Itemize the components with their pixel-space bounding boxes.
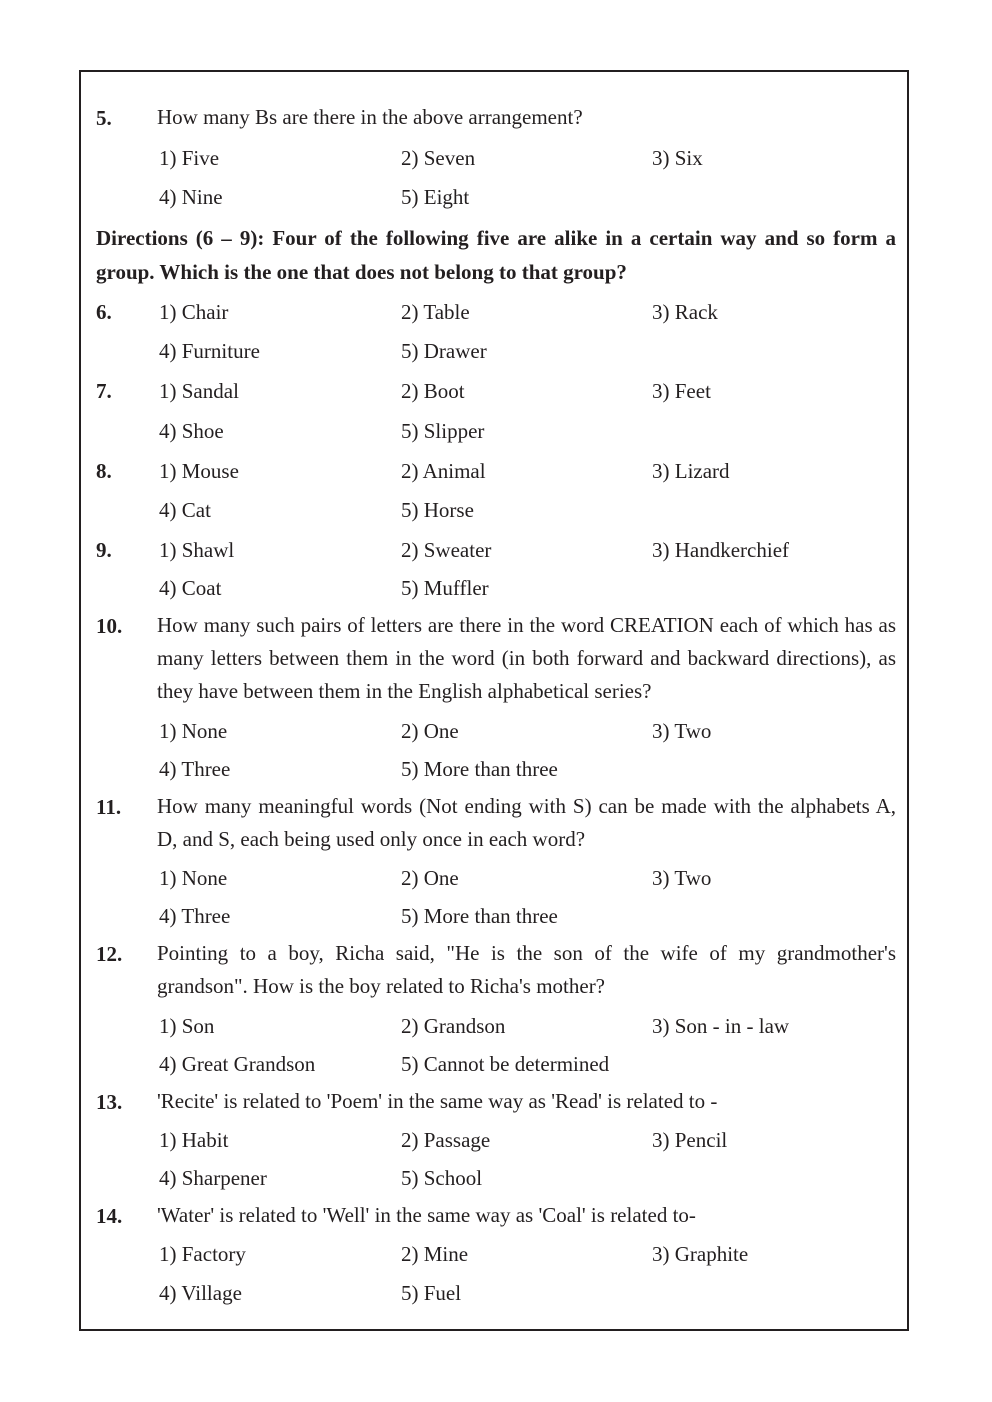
question-14-text: 'Water' is related to 'Well' in the same way as 'Coal' is related to- — [157, 1203, 696, 1227]
question-6-option-5: 5) Drawer — [401, 339, 487, 363]
question-9-option-3: 3) Handkerchief — [652, 538, 790, 562]
question-11-text: How many meaningful words (Not ending with S) can be made with the alphabets A, D, and S, each being used only once in each word? — [157, 794, 896, 851]
question-7-option-2: 2) Boot — [401, 379, 465, 403]
question-14-option-4: 4) Village — [159, 1281, 242, 1305]
question-12-option-3: 3) Son - in - law — [652, 1014, 790, 1038]
question-8-option-3: 3) Lizard — [652, 459, 730, 483]
question-7-option-1: 1) Sandal — [159, 379, 239, 403]
question-13-option-4: 4) Sharpener — [159, 1166, 267, 1190]
question-10-text: How many such pairs of letters are there in the word CREATION each of which has as many letters between them in the word (in both forward and backward directions), as they have between them in the English alphabetical series? — [157, 613, 896, 703]
question-5-option-4: 4) Nine — [159, 185, 223, 209]
question-14-option-3: 3) Graphite — [652, 1242, 749, 1266]
question-13-number: 13. — [96, 1090, 123, 1114]
question-6-option-3: 3) Rack — [652, 300, 718, 324]
question-9-option-4: 4) Coat — [159, 576, 222, 600]
question-11-option-2: 2) One — [401, 866, 459, 890]
question-13-option-5: 5) School — [401, 1166, 483, 1190]
question-8-option-2: 2) Animal — [401, 459, 486, 483]
question-13-option-2: 2) Passage — [401, 1128, 491, 1152]
question-7-option-3: 3) Feet — [652, 379, 711, 403]
question-5-option-5: 5) Eight — [401, 185, 470, 209]
question-10-number: 10. — [96, 614, 123, 638]
question-6-option-4: 4) Furniture — [159, 339, 260, 363]
question-10-option-1: 1) None — [159, 719, 228, 743]
question-7-number: 7. — [96, 379, 112, 403]
question-5-option-2: 2) Seven — [401, 146, 476, 170]
question-13-option-1: 1) Habit — [159, 1128, 229, 1152]
question-6-option-2: 2) Table — [401, 300, 470, 324]
question-11-option-5: 5) More than three — [401, 904, 558, 928]
question-8-option-5: 5) Horse — [401, 498, 474, 522]
question-11-option-4: 4) Three — [159, 904, 231, 928]
question-11-number: 11. — [96, 795, 122, 819]
question-9-option-1: 1) Shawl — [159, 538, 235, 562]
question-6-option-1: 1) Chair — [159, 300, 229, 324]
question-5-text: How many Bs are there in the above arrangement? — [157, 105, 583, 129]
question-5-option-3: 3) Six — [652, 146, 703, 170]
question-5-option-1: 1) Five — [159, 146, 220, 170]
question-11-option-1: 1) None — [159, 866, 228, 890]
question-9-option-2: 2) Sweater — [401, 538, 492, 562]
question-12-number: 12. — [96, 942, 123, 966]
question-13-text: 'Recite' is related to 'Poem' in the same way as 'Read' is related to - — [157, 1089, 718, 1113]
question-5-number: 5. — [96, 106, 112, 130]
question-7-option-4: 4) Shoe — [159, 419, 224, 443]
question-13-option-3: 3) Pencil — [652, 1128, 728, 1152]
question-8-number: 8. — [96, 459, 112, 483]
question-9-number: 9. — [96, 538, 112, 562]
question-12-text: Pointing to a boy, Richa said, "He is the son of the wife of my grandmother's grandson". How is the boy related to Richa's mother? — [157, 941, 896, 998]
question-14-option-2: 2) Mine — [401, 1242, 469, 1266]
question-10-option-2: 2) One — [401, 719, 459, 743]
question-12-option-2: 2) Grandson — [401, 1014, 506, 1038]
question-14-number: 14. — [96, 1204, 123, 1228]
question-7-option-5: 5) Slipper — [401, 419, 485, 443]
question-8-option-4: 4) Cat — [159, 498, 211, 522]
directions-6-9: Directions (6 – 9): Four of the following five are alike in a certain way and so form a group. Which is the one that does not belong to that group? — [96, 226, 896, 284]
question-14-option-5: 5) Fuel — [401, 1281, 462, 1305]
question-12-option-4: 4) Great Grandson — [159, 1052, 316, 1076]
question-8-option-1: 1) Mouse — [159, 459, 239, 483]
question-9-option-5: 5) Muffler — [401, 576, 489, 600]
question-10-option-3: 3) Two — [652, 719, 712, 743]
question-12-option-5: 5) Cannot be determined — [401, 1052, 610, 1076]
question-6-number: 6. — [96, 300, 112, 324]
question-10-option-5: 5) More than three — [401, 757, 558, 781]
question-11-option-3: 3) Two — [652, 866, 712, 890]
question-10-option-4: 4) Three — [159, 757, 231, 781]
question-14-option-1: 1) Factory — [159, 1242, 246, 1266]
question-12-option-1: 1) Son — [159, 1014, 215, 1038]
